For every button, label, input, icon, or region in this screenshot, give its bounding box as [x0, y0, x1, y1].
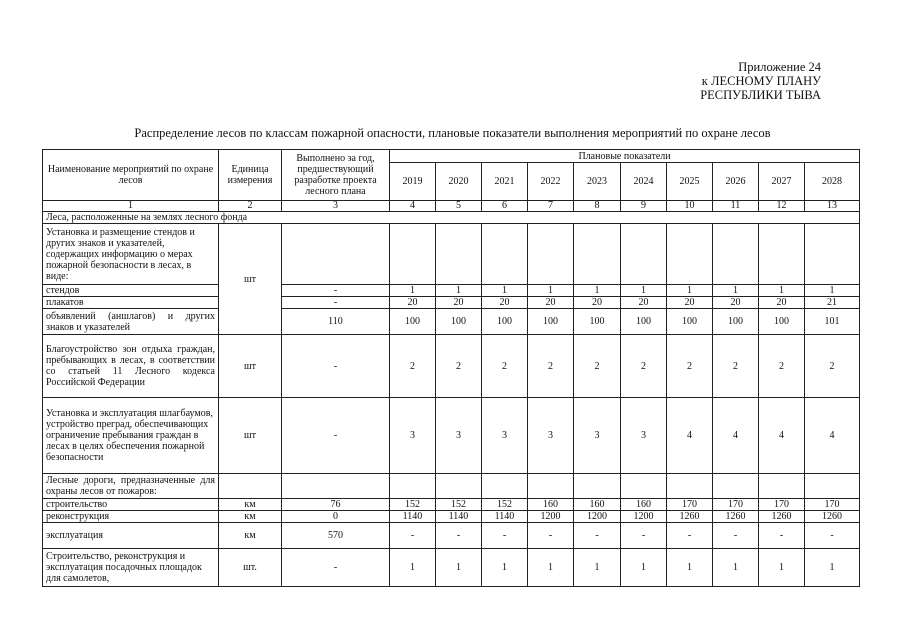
row-value — [667, 474, 713, 499]
row-value: 1 — [482, 285, 528, 297]
appendix-number: Приложение 24 — [738, 60, 821, 74]
row-done: - — [282, 398, 390, 474]
column-number: 2 — [219, 201, 282, 212]
row-unit: шт — [219, 224, 282, 335]
column-number: 4 — [390, 201, 436, 212]
row-value: 2 — [528, 335, 574, 398]
row-value — [390, 474, 436, 499]
document-title: Распределение лесов по классам пожарной опасности, плановые показатели выполнения мероприятий по охране лесов — [134, 126, 771, 140]
row-value: 3 — [528, 398, 574, 474]
row-value: 1260 — [805, 511, 860, 523]
row-name: Лесные дороги, предназначенные для охраны лесов от пожаров: — [43, 474, 219, 499]
row-name: реконструкция — [43, 511, 219, 523]
row-value: 4 — [805, 398, 860, 474]
table-row — [43, 335, 860, 398]
row-value: 100 — [621, 309, 667, 335]
column-number: 5 — [436, 201, 482, 212]
row-value: 100 — [574, 309, 621, 335]
header-year: 2022 — [528, 163, 574, 201]
column-number: 12 — [759, 201, 805, 212]
row-value — [713, 474, 759, 499]
row-value: 100 — [436, 309, 482, 335]
row-value: 1 — [713, 285, 759, 297]
column-number: 13 — [805, 201, 860, 212]
row-value: 1 — [390, 285, 436, 297]
row-value: 1260 — [759, 511, 805, 523]
row-done: 570 — [282, 523, 390, 549]
row-value: 1 — [805, 285, 860, 297]
row-done — [282, 224, 390, 285]
table-row — [43, 511, 860, 523]
row-value — [482, 224, 528, 285]
table-row — [43, 474, 860, 499]
row-value: 1260 — [667, 511, 713, 523]
row-value: 152 — [390, 499, 436, 511]
row-value: - — [436, 523, 482, 549]
row-value: 1 — [713, 549, 759, 587]
row-value: 3 — [482, 398, 528, 474]
row-value: 20 — [528, 297, 574, 309]
row-value: 1200 — [574, 511, 621, 523]
row-value: 101 — [805, 309, 860, 335]
row-done: 76 — [282, 499, 390, 511]
appendix-ref-plan: к ЛЕСНОМУ ПЛАНУ — [701, 74, 821, 88]
row-name: Установка и размещение стендов и других знаков и указателей, содержащих информацию о мерах пожарной безопасности в лесах, в виде: — [43, 224, 219, 285]
header-year: 2023 — [574, 163, 621, 201]
row-value — [528, 224, 574, 285]
row-value: 170 — [805, 499, 860, 511]
row-value: 20 — [482, 297, 528, 309]
row-value: 20 — [667, 297, 713, 309]
row-value: 1140 — [436, 511, 482, 523]
row-value: - — [759, 523, 805, 549]
column-number-row — [43, 201, 860, 212]
row-value: 1 — [621, 549, 667, 587]
column-number: 11 — [713, 201, 759, 212]
row-value: 1 — [574, 549, 621, 587]
row-value: 170 — [667, 499, 713, 511]
header-year: 2019 — [390, 163, 436, 201]
row-value: 20 — [621, 297, 667, 309]
row-value: - — [621, 523, 667, 549]
row-value: 1140 — [482, 511, 528, 523]
row-name: плакатов — [43, 297, 219, 309]
section-row — [43, 212, 860, 224]
row-value — [436, 474, 482, 499]
column-number: 6 — [482, 201, 528, 212]
row-value — [621, 224, 667, 285]
row-value: 160 — [574, 499, 621, 511]
header-done: Выполнено за год, предшествующий разработке проекта лесного плана — [282, 150, 390, 201]
table-row — [43, 499, 860, 511]
row-value — [805, 224, 860, 285]
row-value: 100 — [528, 309, 574, 335]
row-value — [759, 224, 805, 285]
row-value: 3 — [621, 398, 667, 474]
row-value: 100 — [667, 309, 713, 335]
row-value: 20 — [574, 297, 621, 309]
row-value — [805, 474, 860, 499]
row-done: 0 — [282, 511, 390, 523]
row-value: 1 — [667, 285, 713, 297]
column-number: 9 — [621, 201, 667, 212]
row-value: 20 — [759, 297, 805, 309]
row-value: - — [574, 523, 621, 549]
row-value: 2 — [667, 335, 713, 398]
row-name: строительство — [43, 499, 219, 511]
row-value: 1 — [390, 549, 436, 587]
column-number: 3 — [282, 201, 390, 212]
row-value: 1200 — [528, 511, 574, 523]
table-row — [43, 297, 860, 309]
row-value: 1 — [528, 285, 574, 297]
row-value: 20 — [436, 297, 482, 309]
row-value: 170 — [759, 499, 805, 511]
row-value: 21 — [805, 297, 860, 309]
row-value — [621, 474, 667, 499]
row-value: 1 — [621, 285, 667, 297]
row-done: - — [282, 549, 390, 587]
row-value: 4 — [713, 398, 759, 474]
row-value: 100 — [390, 309, 436, 335]
header-year: 2027 — [759, 163, 805, 201]
row-value: 2 — [390, 335, 436, 398]
row-name: Благоустройство зон отдыха граждан, пребывающих в лесах, в соответствии со статьей 11 Лесного кодекса Российской Федерации — [43, 335, 219, 398]
row-value: 1 — [574, 285, 621, 297]
row-done: - — [282, 285, 390, 297]
row-name: стендов — [43, 285, 219, 297]
row-value — [574, 474, 621, 499]
row-value: 1 — [759, 549, 805, 587]
header-year: 2026 — [713, 163, 759, 201]
row-value: 1140 — [390, 511, 436, 523]
row-value: 2 — [436, 335, 482, 398]
row-value: - — [482, 523, 528, 549]
row-value — [482, 474, 528, 499]
table-row — [43, 398, 860, 474]
header-year: 2028 — [805, 163, 860, 201]
row-value: - — [713, 523, 759, 549]
row-name: объявлений (аншлагов) и других знаков и указателей — [43, 309, 219, 335]
row-value: 20 — [390, 297, 436, 309]
row-value — [667, 224, 713, 285]
row-value: 3 — [436, 398, 482, 474]
column-number: 7 — [528, 201, 574, 212]
row-value — [574, 224, 621, 285]
row-value: - — [667, 523, 713, 549]
row-value: 2 — [574, 335, 621, 398]
row-value — [713, 224, 759, 285]
row-value: 1 — [436, 285, 482, 297]
row-name: Установка и эксплуатация шлагбаумов, устройство преград, обеспечивающих ограничение пребывания граждан в лесах в целях обеспечения пожарной безопасности — [43, 398, 219, 474]
row-value: 2 — [482, 335, 528, 398]
row-done: 110 — [282, 309, 390, 335]
table-row — [43, 523, 860, 549]
table-row — [43, 224, 860, 285]
row-done — [282, 474, 390, 499]
row-value: 100 — [713, 309, 759, 335]
row-value: 1 — [805, 549, 860, 587]
table-row — [43, 549, 860, 587]
header-year: 2025 — [667, 163, 713, 201]
appendix-header — [561, 60, 821, 102]
row-value — [390, 224, 436, 285]
row-value: 2 — [805, 335, 860, 398]
row-value: 170 — [713, 499, 759, 511]
row-value: 152 — [436, 499, 482, 511]
row-unit: шт — [219, 335, 282, 398]
row-value: 160 — [528, 499, 574, 511]
row-value: 2 — [759, 335, 805, 398]
row-unit — [219, 474, 282, 499]
row-value: - — [528, 523, 574, 549]
header-year: 2020 — [436, 163, 482, 201]
column-number: 8 — [574, 201, 621, 212]
row-value: 1 — [436, 549, 482, 587]
row-name: Строительство, реконструкция и эксплуатация посадочных площадок для самолетов, — [43, 549, 219, 587]
row-value: 100 — [759, 309, 805, 335]
row-value: 1 — [482, 549, 528, 587]
header-year: 2024 — [621, 163, 667, 201]
row-value: 100 — [482, 309, 528, 335]
row-value: 1 — [667, 549, 713, 587]
appendix-ref-republic: РЕСПУБЛИКИ ТЫВА — [700, 88, 821, 102]
row-value: 152 — [482, 499, 528, 511]
row-value: 2 — [621, 335, 667, 398]
table-row — [43, 309, 860, 335]
row-value: 1 — [759, 285, 805, 297]
row-value: - — [805, 523, 860, 549]
column-number: 10 — [667, 201, 713, 212]
header-name: Наименование мероприятий по охране лесов — [43, 150, 219, 201]
section-forest-fund: Леса, расположенные на землях лесного фонда — [43, 212, 860, 224]
row-value: 3 — [390, 398, 436, 474]
row-done: - — [282, 335, 390, 398]
row-done: - — [282, 297, 390, 309]
row-value: 1260 — [713, 511, 759, 523]
row-value: 2 — [713, 335, 759, 398]
row-value — [528, 474, 574, 499]
fire-protection-table — [42, 149, 860, 587]
header-row-1 — [43, 150, 860, 163]
row-value: 1200 — [621, 511, 667, 523]
header-planned: Плановые показатели — [390, 150, 860, 163]
row-value: 160 — [621, 499, 667, 511]
row-value: 4 — [667, 398, 713, 474]
row-unit: шт. — [219, 549, 282, 587]
row-unit: км — [219, 499, 282, 511]
row-value — [436, 224, 482, 285]
row-value: 3 — [574, 398, 621, 474]
row-value: - — [390, 523, 436, 549]
row-unit: шт — [219, 398, 282, 474]
header-year: 2021 — [482, 163, 528, 201]
column-number: 1 — [43, 201, 219, 212]
row-unit: км — [219, 523, 282, 549]
row-value: 4 — [759, 398, 805, 474]
row-unit: км — [219, 511, 282, 523]
header-unit: Единица измерения — [219, 150, 282, 201]
row-value — [759, 474, 805, 499]
row-value: 20 — [713, 297, 759, 309]
row-name: эксплуатация — [43, 523, 219, 549]
table-row — [43, 285, 860, 297]
row-value: 1 — [528, 549, 574, 587]
